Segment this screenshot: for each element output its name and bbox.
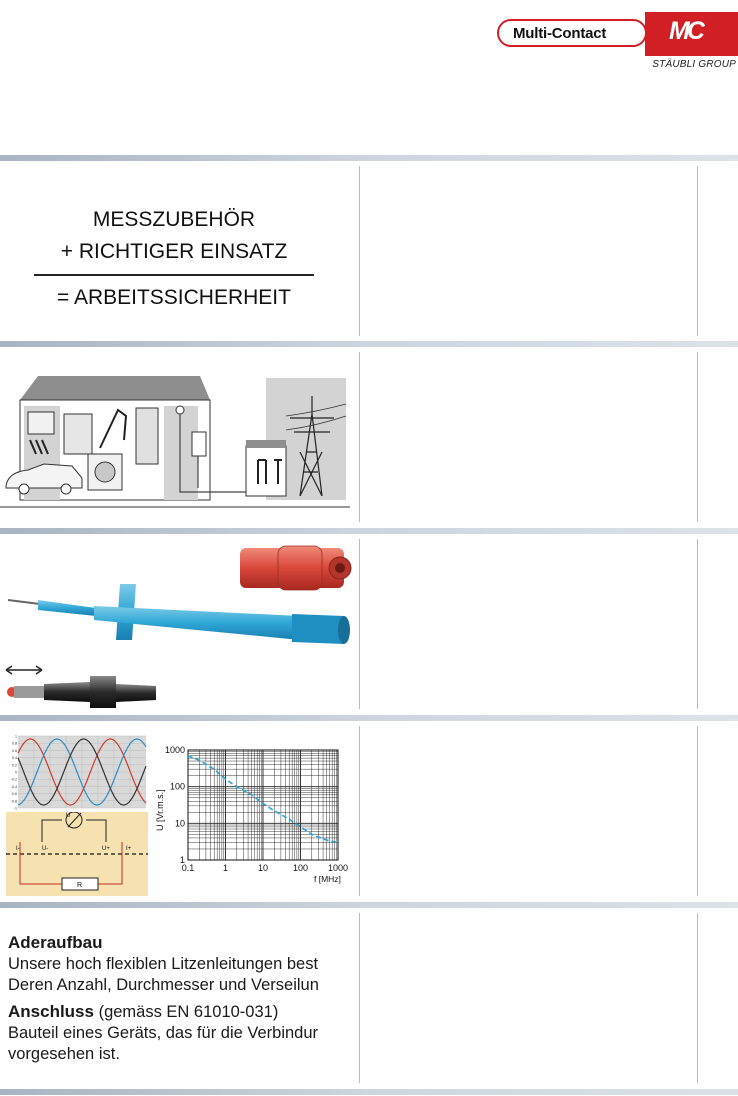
sine-tick-label: -1 xyxy=(13,806,17,811)
column-rule-left-1 xyxy=(359,166,360,336)
heading-aderaufbau: Aderaufbau xyxy=(8,933,103,952)
circuit-label-U-plus: U+ xyxy=(102,846,110,852)
column-rule-left-5 xyxy=(359,913,360,1083)
drill-press-icon xyxy=(136,408,158,464)
chart-tick-labels xyxy=(165,745,348,873)
text-line-2: Deren Anzahl, Durchmesser und Verseilun xyxy=(8,976,319,994)
column-rule-right-3 xyxy=(697,539,698,709)
chart-y-tick-label: 1000 xyxy=(164,745,185,755)
sine-tick-label: 0 xyxy=(15,770,17,775)
installation-svg xyxy=(0,356,350,512)
blue-probe-icon xyxy=(8,584,350,644)
divider-5 xyxy=(0,902,738,908)
chart-x-tick-label: 1000 xyxy=(327,863,349,873)
sine-tick-label: 0.2 xyxy=(12,763,17,768)
brand-group: STÄUBLI GROUP xyxy=(652,59,736,70)
sine-waves-figure xyxy=(6,734,148,812)
sine-tick-label: 1 xyxy=(15,734,17,739)
sine-tick-label: 0.6 xyxy=(12,748,17,753)
column-rule-left-3 xyxy=(359,539,360,709)
divider-3 xyxy=(0,528,738,534)
chart-y-tick-label: 1 xyxy=(179,855,185,865)
divider-2 xyxy=(0,341,738,347)
column-rule-right-1 xyxy=(697,166,698,336)
equation-line-2: + RICHTIGER EINSATZ xyxy=(60,240,288,263)
divider-1 xyxy=(0,155,738,161)
equation-line-3: = ARBEITSSICHERHEIT xyxy=(57,285,291,309)
definitions-text xyxy=(8,932,346,1065)
column-rule-left-4 xyxy=(359,726,360,896)
column-rule-right-5 xyxy=(697,913,698,1083)
brand-name: Multi-Contact xyxy=(513,25,607,42)
probe-illustration xyxy=(0,544,352,709)
probe-svg xyxy=(0,544,352,709)
column-rule-right-4 xyxy=(697,726,698,896)
circuit-label-I-minus: I- xyxy=(16,846,20,852)
car-wheel-rear-icon xyxy=(61,484,71,494)
car-wheel-front-icon xyxy=(19,484,29,494)
sine-tick-label: -0.6 xyxy=(10,792,17,797)
copier-icon xyxy=(64,414,92,454)
chart-x-axis-label: f [MHz] xyxy=(314,874,341,884)
brand-logo xyxy=(497,12,738,70)
chart-x-tick-label: 0.1 xyxy=(181,863,195,873)
black-probe-icon xyxy=(6,666,156,708)
measurement-circuit xyxy=(6,812,148,896)
phone-icon xyxy=(28,412,54,434)
sine-tick-label: -0.8 xyxy=(10,799,17,804)
sine-svg xyxy=(6,734,148,812)
washing-machine-door-icon xyxy=(95,462,115,482)
heading-anschluss: Anschluss xyxy=(8,1002,94,1021)
chart-x-tick-label: 1 xyxy=(222,863,229,873)
divider-4 xyxy=(0,715,738,721)
chart-y-axis-label: U [Vr.m.s.] xyxy=(155,789,165,831)
column-rule-left-2 xyxy=(359,352,360,522)
log-chart-svg xyxy=(152,742,352,894)
installation-illustration xyxy=(0,356,350,512)
bulb-icon xyxy=(176,406,184,414)
sine-tick-labels xyxy=(11,735,17,811)
chart-x-tick-label: 100 xyxy=(292,863,309,873)
sine-tick-label: -0.4 xyxy=(10,784,17,789)
sine-tick-label: -0.2 xyxy=(10,777,17,782)
red-plug-icon xyxy=(240,546,351,590)
brand-mark: MC xyxy=(669,17,702,45)
sine-tick-label: 0.4 xyxy=(12,756,17,761)
heading-anschluss-suffix: (gemäss EN 61010-031) xyxy=(93,1003,279,1021)
roof-shape xyxy=(20,376,210,400)
chart-x-tick-label: 10 xyxy=(257,863,269,873)
circuit-label-U-minus: U- xyxy=(42,846,49,852)
text-line-3: Bauteil eines Geräts, das für die Verbindur xyxy=(8,1024,319,1042)
circuit-svg xyxy=(6,812,148,896)
transformer-roof xyxy=(246,440,286,448)
text-line-4: vorgesehen ist. xyxy=(8,1045,120,1063)
equation-divider xyxy=(34,274,314,276)
sine-tick-label: 0.8 xyxy=(12,741,17,746)
circuit-label-R: R xyxy=(77,882,83,889)
circuit-label-U: U xyxy=(66,813,71,819)
chart-y-tick-label: 100 xyxy=(169,781,185,792)
car-icon xyxy=(6,464,82,488)
circuit-label-I-plus: I+ xyxy=(126,846,132,852)
text-line-1: Unsere hoch flexiblen Litzenleitungen best xyxy=(8,955,319,973)
safety-equation xyxy=(34,204,314,314)
voltage-frequency-chart xyxy=(152,742,352,894)
equation-line-1: MESSZUBEHÖR xyxy=(92,208,256,231)
brand-pill xyxy=(497,19,647,47)
meter-icon xyxy=(192,432,206,456)
divider-6 xyxy=(0,1089,738,1095)
brand-mark-box xyxy=(645,12,738,56)
chart-y-tick-label: 10 xyxy=(174,818,185,829)
column-rule-right-2 xyxy=(697,352,698,522)
